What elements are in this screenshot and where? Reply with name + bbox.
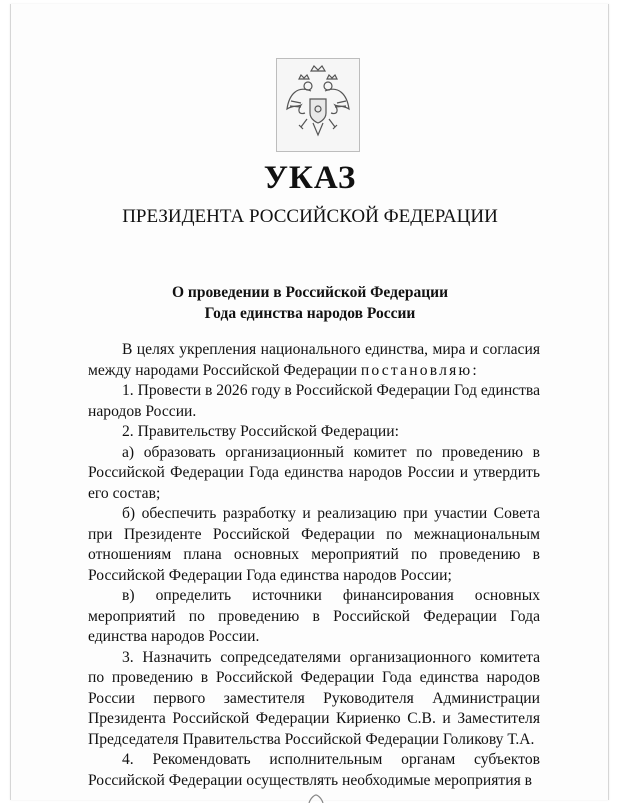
item-2-paragraph: 2. Правительству Российской Федерации:	[122, 423, 399, 440]
decree-heading-line-1: О проведении в Российской Федерации	[171, 284, 448, 301]
document-title: УКАЗ	[263, 160, 357, 196]
item-1-paragraph: 1. Провести в 2026 году в Российской Федерации Год единства народов России.	[88, 382, 540, 420]
coat-of-arms-icon	[276, 58, 360, 152]
document-subtitle: ПРЕЗИДЕНТА РОССИЙСКОЙ ФЕДЕРАЦИИ	[122, 206, 498, 227]
item-2a-paragraph: а) образовать организационный комитет по проведению в Российской Федерации Года единства народов России и утвердить его состав;	[88, 443, 540, 502]
item-4-paragraph: 4. Рекомендовать исполнительным органам субъектов Российской Федерации осуществлять необходимые мероприятия в	[88, 751, 540, 789]
decree-body	[88, 340, 540, 791]
preamble-end: :	[472, 361, 477, 379]
item-3-paragraph: 3. Назначить сопредседателями организационного комитета по проведению в Российской Федерации Года единства народов России первого заместителя Руководителя Администрации Президента Российской Федерации Кириенко С.В. и Заместителя Председателя Правительства Российской Федерации Голикову Т.А.	[88, 648, 540, 748]
item-2v-paragraph: в) определить источники финансирования основных мероприятий по проведению в Российской Федерации Года единства народов России.	[88, 587, 540, 645]
coat-of-arms-small-icon	[301, 790, 331, 800]
preamble-keyword: постановляю	[360, 361, 473, 379]
preamble-paragraph	[88, 340, 540, 381]
decree-heading-line-2: Года единства народов России	[204, 305, 416, 322]
preamble-text: В целях укрепления национального единства, мира и согласия между народами Российской Федерации	[88, 341, 540, 379]
item-2b-paragraph: б) обеспечить разработку и реализацию при участии Совета при Президенте Российской Федерации по межнациональным отношениям плана основных мероприятий по проведению в Российской Федерации Года единства народов России;	[88, 505, 540, 584]
